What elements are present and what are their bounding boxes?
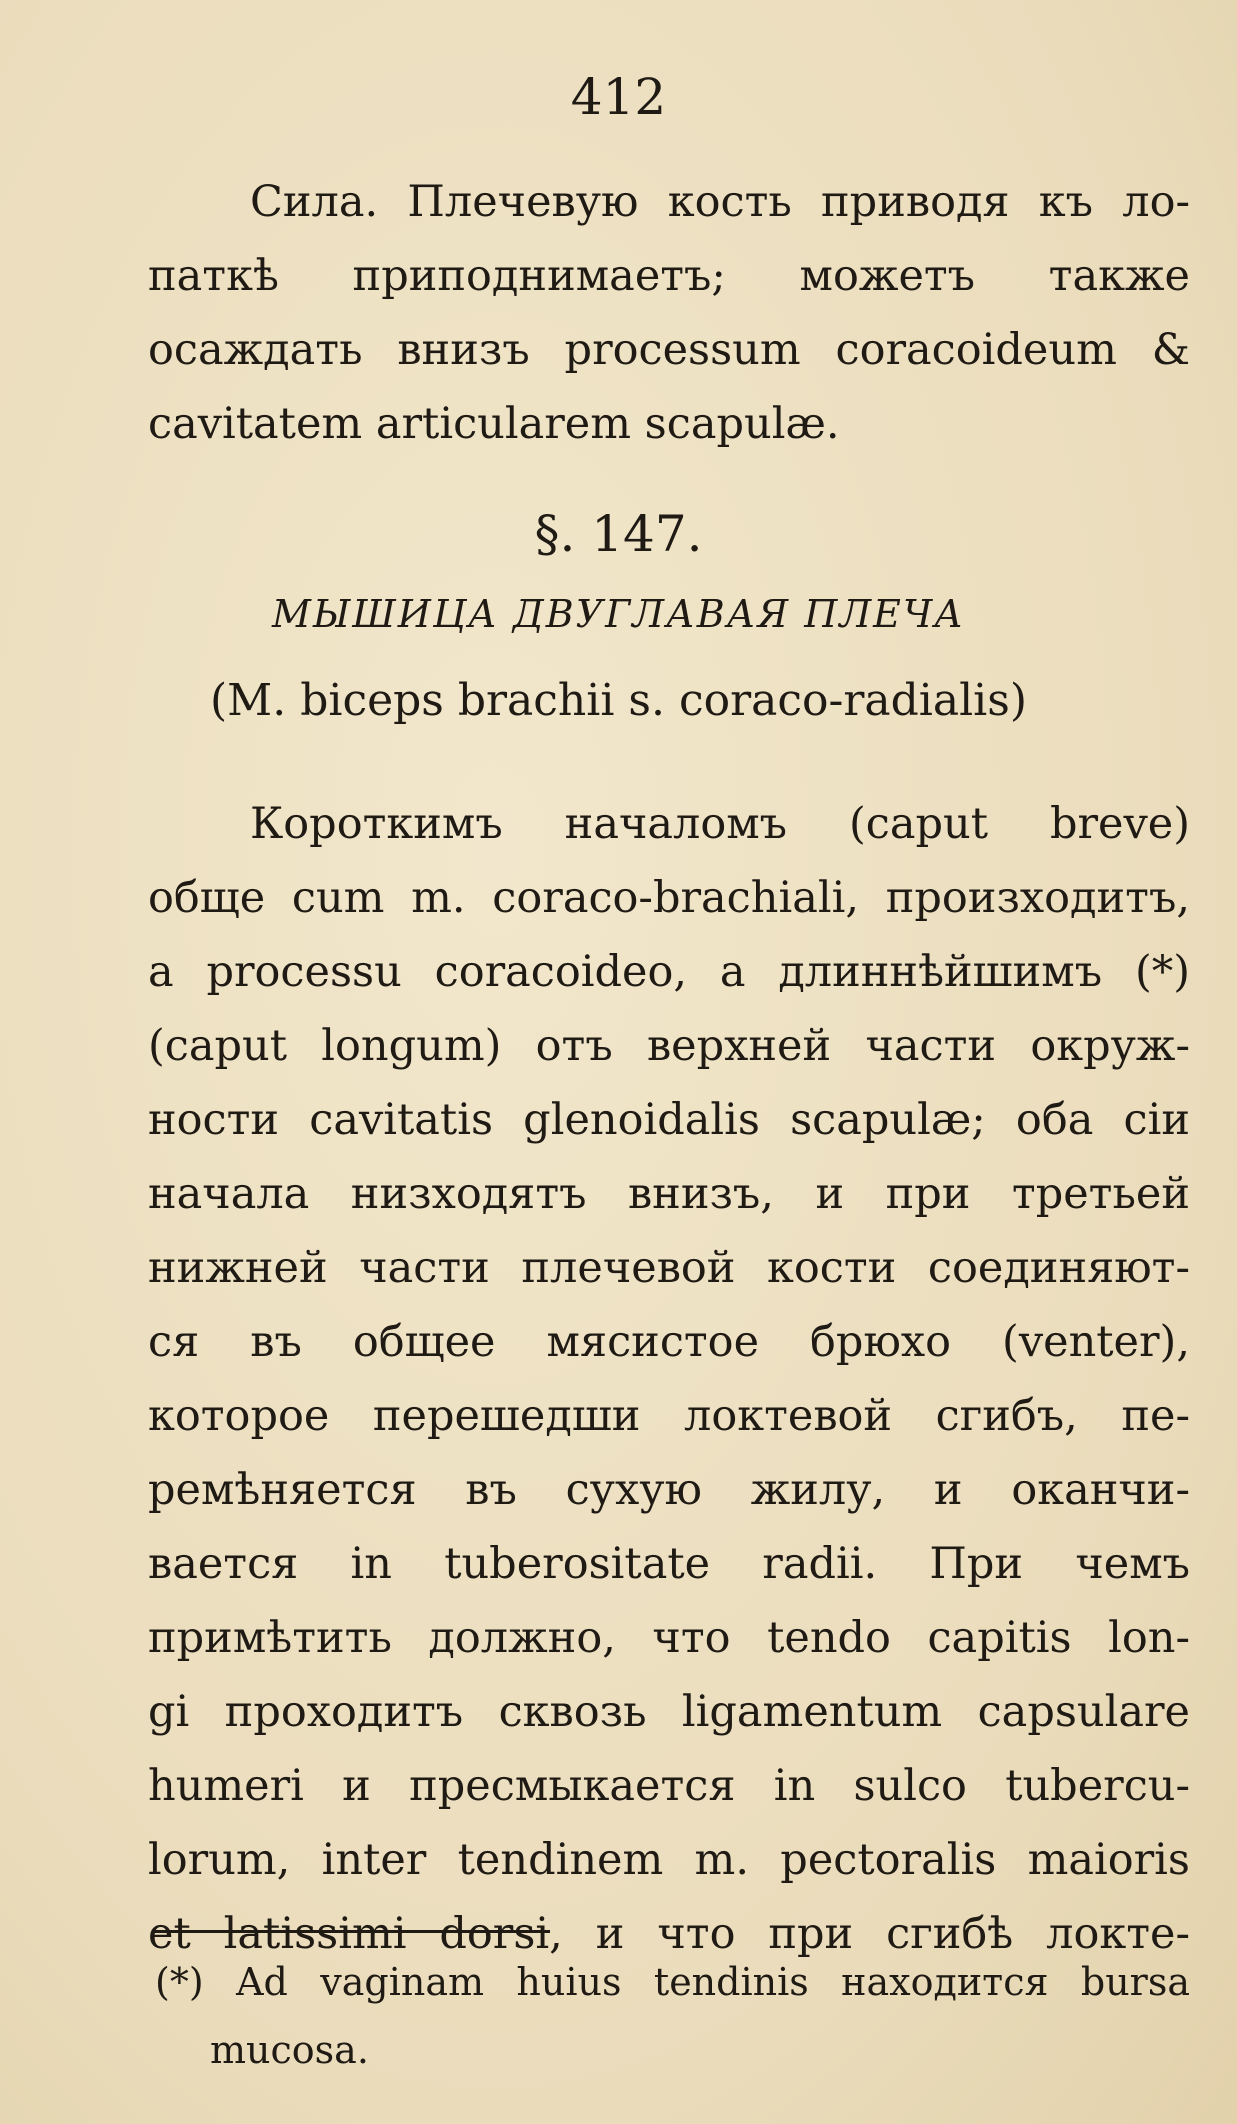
- page-number: 412: [570, 68, 667, 126]
- text-line: которое перешедши локтевой сгибъ, пе-: [148, 1391, 1190, 1441]
- text-line: lorum, inter tendinem m. pectoralis maioris: [148, 1835, 1190, 1885]
- text-line: начала низходятъ внизъ, и при третьей: [148, 1169, 1190, 1219]
- text-line: et latissimi dorsi, и что при сгибѣ локте-: [148, 1909, 1190, 1959]
- section-number: §. 147.: [534, 505, 703, 563]
- text-line: ности cavitatis glenoidalis scapulæ; оба сіи: [148, 1095, 1190, 1145]
- text-line: gi проходитъ сквозь ligamentum capsulare: [148, 1687, 1190, 1737]
- text-line: cavitatem articularem scapulæ.: [148, 399, 840, 449]
- footnote: [155, 1948, 1190, 2084]
- footnote-line: (*) Ad vaginam huius tendinis находится bursa: [155, 1960, 1190, 2004]
- text-line: паткѣ приподнимаетъ; можетъ также: [148, 251, 1190, 301]
- footnote-divider: [155, 1930, 550, 1933]
- text-line: Сила. Плечевую кость приводя къ ло-: [250, 177, 1190, 227]
- text-line: нижней части плечевой кости соединяют-: [148, 1243, 1190, 1293]
- text-line: осаждать внизъ processum coracoideum &: [148, 325, 1190, 375]
- paragraph-strength: [148, 165, 1190, 461]
- paragraph-biceps: [148, 787, 1190, 1971]
- footnote-line: mucosa.: [210, 2028, 369, 2072]
- text-line: обще cum m. coraco-brachiali, произходитъ,: [148, 873, 1190, 923]
- latin-subtitle: (M. biceps brachii s. coraco-radialis): [210, 675, 1027, 726]
- text-line: ся въ общее мясистое брюхо (venter),: [148, 1317, 1190, 1367]
- section-heading: МЫШИЦА ДВУГЛАВАЯ ПЛЕЧА: [272, 592, 965, 636]
- text-line: ремѣняется въ сухую жилу, и оканчи-: [148, 1465, 1190, 1515]
- text-line: вается in tuberositate radii. При чемъ: [148, 1539, 1190, 1589]
- text-line: примѣтить должно, что tendo capitis lon-: [148, 1613, 1190, 1663]
- text-line: Короткимъ началомъ (caput breve): [250, 799, 1190, 849]
- text-line: humeri и пресмыкается in sulco tubercu-: [148, 1761, 1190, 1811]
- text-line: a processu coracoideo, а длиннѣйшимъ (*): [148, 947, 1190, 997]
- text-line: (caput longum) отъ верхней части окруж-: [148, 1021, 1190, 1071]
